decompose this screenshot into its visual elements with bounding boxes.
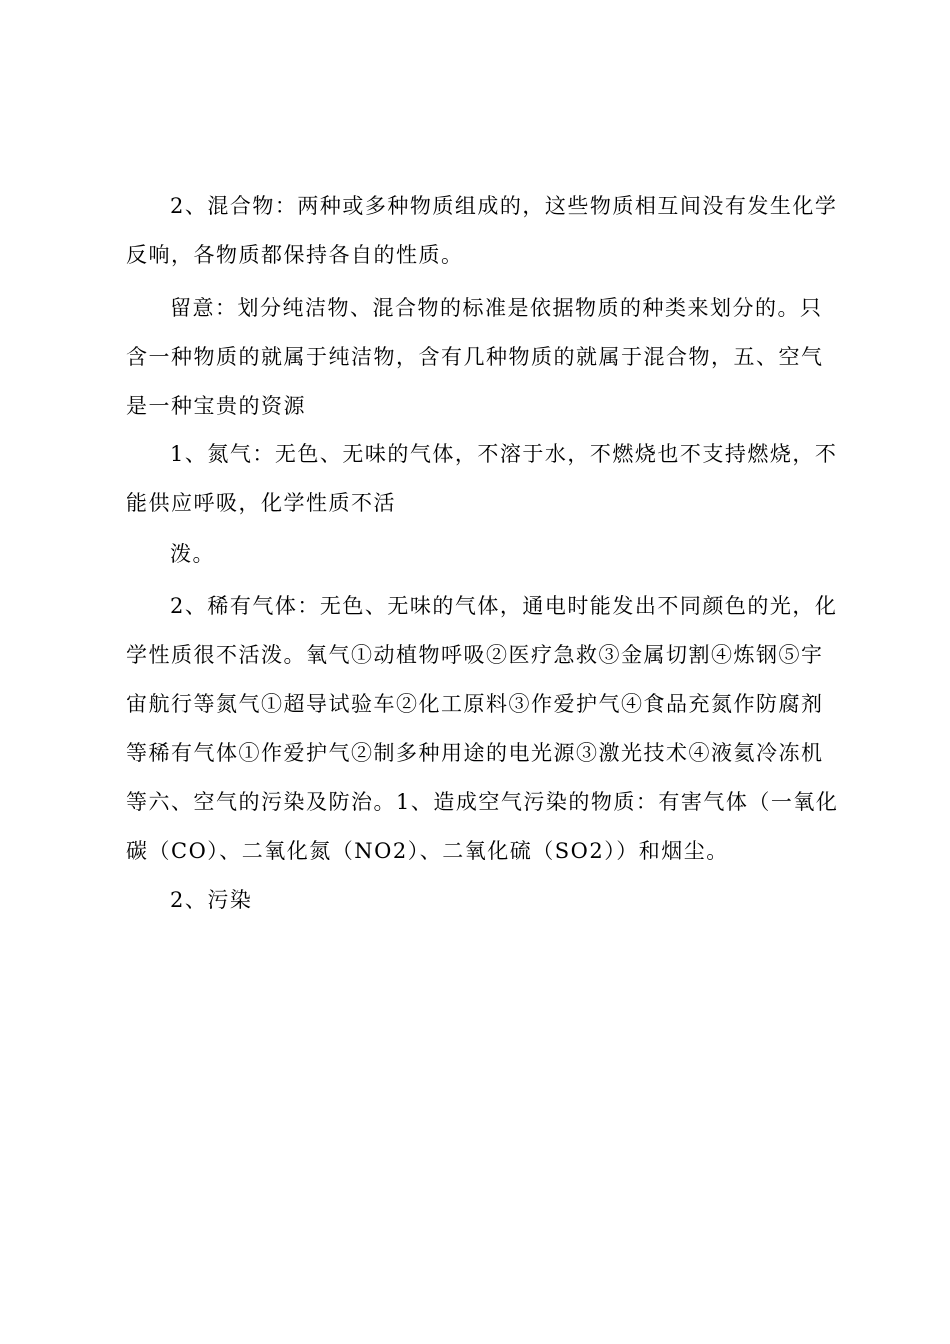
- text-line: 是一种宝贵的资源: [126, 394, 306, 418]
- paragraph-mixture: [126, 182, 846, 280]
- text-line: 2、污染: [170, 888, 253, 912]
- text-line: 等六、空气的污染及防治。1、造成空气污染的物质：有害气体（一氧化: [126, 790, 839, 814]
- text-line: 1、氮气：无色、无味的气体，不溶于水，不燃烧也不支持燃烧，不: [170, 442, 838, 466]
- text-line: 泼。: [170, 542, 215, 566]
- text-line: 2、混合物：两种或多种物质组成的，这些物质相互间没有发生化学: [170, 194, 838, 218]
- paragraph-nitrogen: [126, 430, 846, 528]
- text-line: 宙航行等氮气①超导试验车②化工原料③作爱护气④食品充氮作防腐剂: [126, 692, 824, 716]
- text-line: 2、稀有气体：无色、无味的气体，通电时能发出不同颜色的光，化: [170, 594, 838, 618]
- text-line: 碳（CO）、二氧化氮（NO2）、二氧化硫（SO2））和烟尘。: [126, 839, 729, 863]
- paragraph-pollution: [126, 876, 846, 925]
- paragraph-note: [126, 284, 846, 431]
- paragraph-continuation: [126, 530, 846, 579]
- text-line: 学性质很不活泼。氧气①动植物呼吸②医疗急救③金属切割④炼钢⑤宇: [126, 643, 824, 667]
- text-line: 等稀有气体①作爱护气②制多种用途的电光源③激光技术④液氦冷冻机: [126, 741, 824, 765]
- text-line: 留意：划分纯洁物、混合物的标准是依据物质的种类来划分的。只: [170, 296, 823, 320]
- paragraph-rare-gases: [126, 582, 846, 876]
- text-line: 反响，各物质都保持各自的性质。: [126, 243, 464, 267]
- text-line: 含一种物质的就属于纯洁物，含有几种物质的就属于混合物，五、空气: [126, 345, 824, 369]
- text-line: 能供应呼吸，化学性质不活: [126, 491, 396, 515]
